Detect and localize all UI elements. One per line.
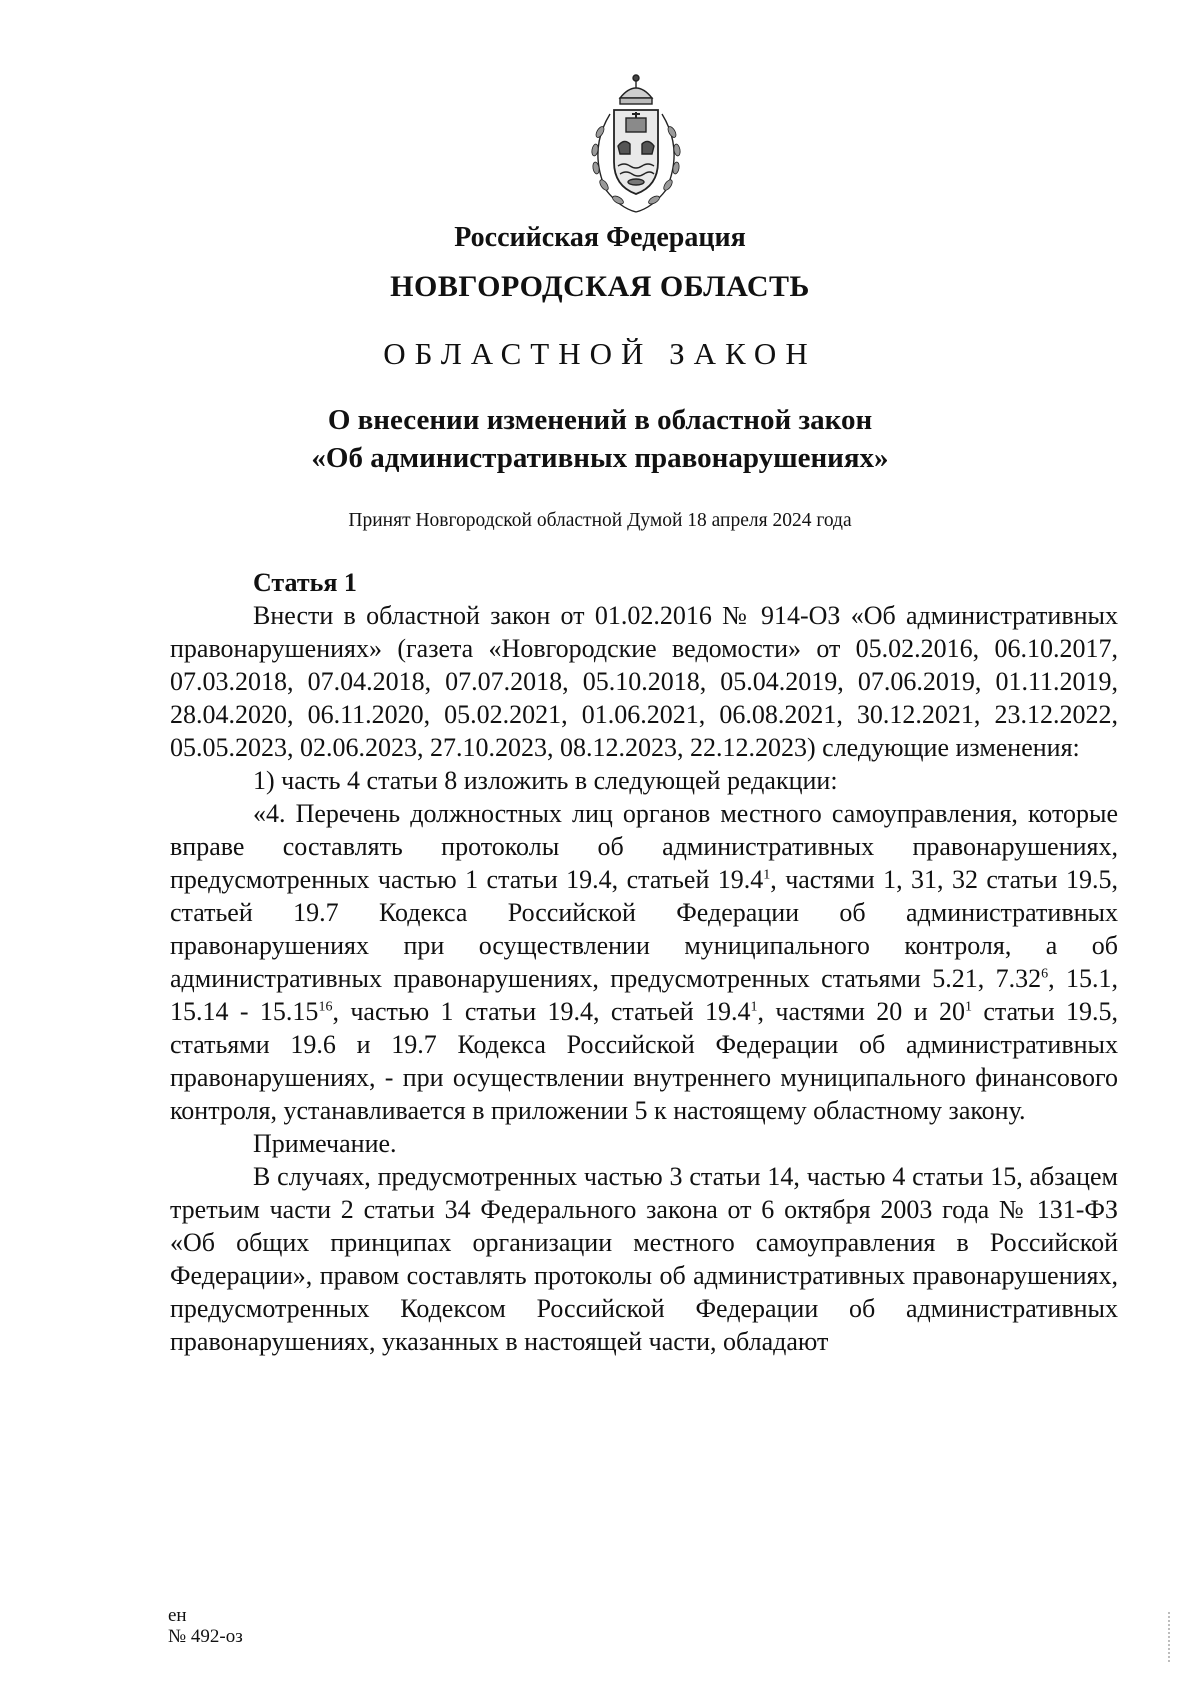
article-intro-paragraph: Внести в областной закон от 01.02.2016 № 914-ОЗ «Об административных правонарушениях» (газета «Новгородские ведомости» от 05.02.2016, 06.10.2017, 07.03.2018, 07.04.2018, 07.07.2018, 05.10.2018, 05.04.2019, 07.06.2019, 01.11.2019, 28.04.2020, 06.11.2020, 05.02.2021, 01.06.2021, 06.08.2021, 30.12.2021, 23.12.2022, 05.05.2023, 02.06.2023, 27.10.2023, 08.12.2023, 22.12.2023) следующие изменения: <box>170 601 1118 762</box>
scan-edge-mark <box>1168 1612 1172 1662</box>
superscript: 1 <box>965 999 972 1015</box>
quoted-amendment-paragraph <box>170 797 1118 1127</box>
quote-text-part: статьи 19.5, статьями 19.6 и 19.7 Кодекса Российской Федерации об административных правонарушениях, - при осуществлении внутреннего муниципального финансового контроля, устанавливается в приложении 5 к настоящему областному закону. <box>170 997 1118 1125</box>
quote-text-part: «4. Перечень должностных лиц органов местного самоуправления, которые вправе составлять протоколы об административных правонарушениях, предусмотренных частью 1 статьи 19.4, статьей 19.4 <box>170 799 1118 894</box>
quote-text-part: , частью 1 статьи 19.4, статьей 19.4 <box>332 997 751 1026</box>
law-title-line-2: «Об административных правонарушениях» <box>311 442 889 474</box>
superscript: 6 <box>1041 966 1049 982</box>
country-name: Российская Федерация <box>454 222 746 253</box>
quote-text-part: , частями 1, 31, 32 статьи 19.5, статьей 19.7 Кодекса Российской Федерации об административных правонарушениях при осуществлении муниципального контроля, а об административных правонарушениях, предусмотренных статьями 5.21, 7.32 <box>170 865 1118 993</box>
superscript: 1 <box>763 867 771 883</box>
superscript: 1 <box>750 999 758 1015</box>
item-1-paragraph: 1) часть 4 статьи 8 изложить в следующей редакции: <box>253 766 838 795</box>
region-name: НОВГОРОДСКАЯ ОБЛАСТЬ <box>390 270 810 303</box>
footer-law-number: № 492-оз <box>168 1626 243 1647</box>
quote-text-part: , частями 20 и 20 <box>757 997 965 1026</box>
adoption-line: Принят Новгородской областной Думой 18 апреля 2024 года <box>348 510 852 531</box>
law-body <box>170 566 1118 1358</box>
note-label: Примечание. <box>253 1129 397 1158</box>
note-paragraph: В случаях, предусмотренных частью 3 статьи 14, частью 4 статьи 15, абзацем третьим части 2 статьи 34 Федерального закона от 6 октября 2003 года № 131-ФЗ «Об общих принципах организации местного самоуправления в Российской Федерации», правом составлять протоколы об административных правонарушениях, предусмотренных Кодексом Российской Федерации об административных правонарушениях, указанных в настоящей части, обладают <box>170 1162 1118 1356</box>
law-title-line-1: О внесении изменений в областной закон <box>327 404 873 436</box>
superscript: 16 <box>318 999 333 1015</box>
quote-text-part: , 15.1, 15.14 - 15.15 <box>170 964 1119 1026</box>
footer-initials: ен <box>168 1605 187 1626</box>
novgorod-coat-of-arms-icon <box>576 70 696 220</box>
article-heading: Статья 1 <box>253 568 357 597</box>
document-type: ОБЛАСТНОЙ ЗАКОН <box>383 336 817 371</box>
footer-registration <box>168 1605 243 1647</box>
